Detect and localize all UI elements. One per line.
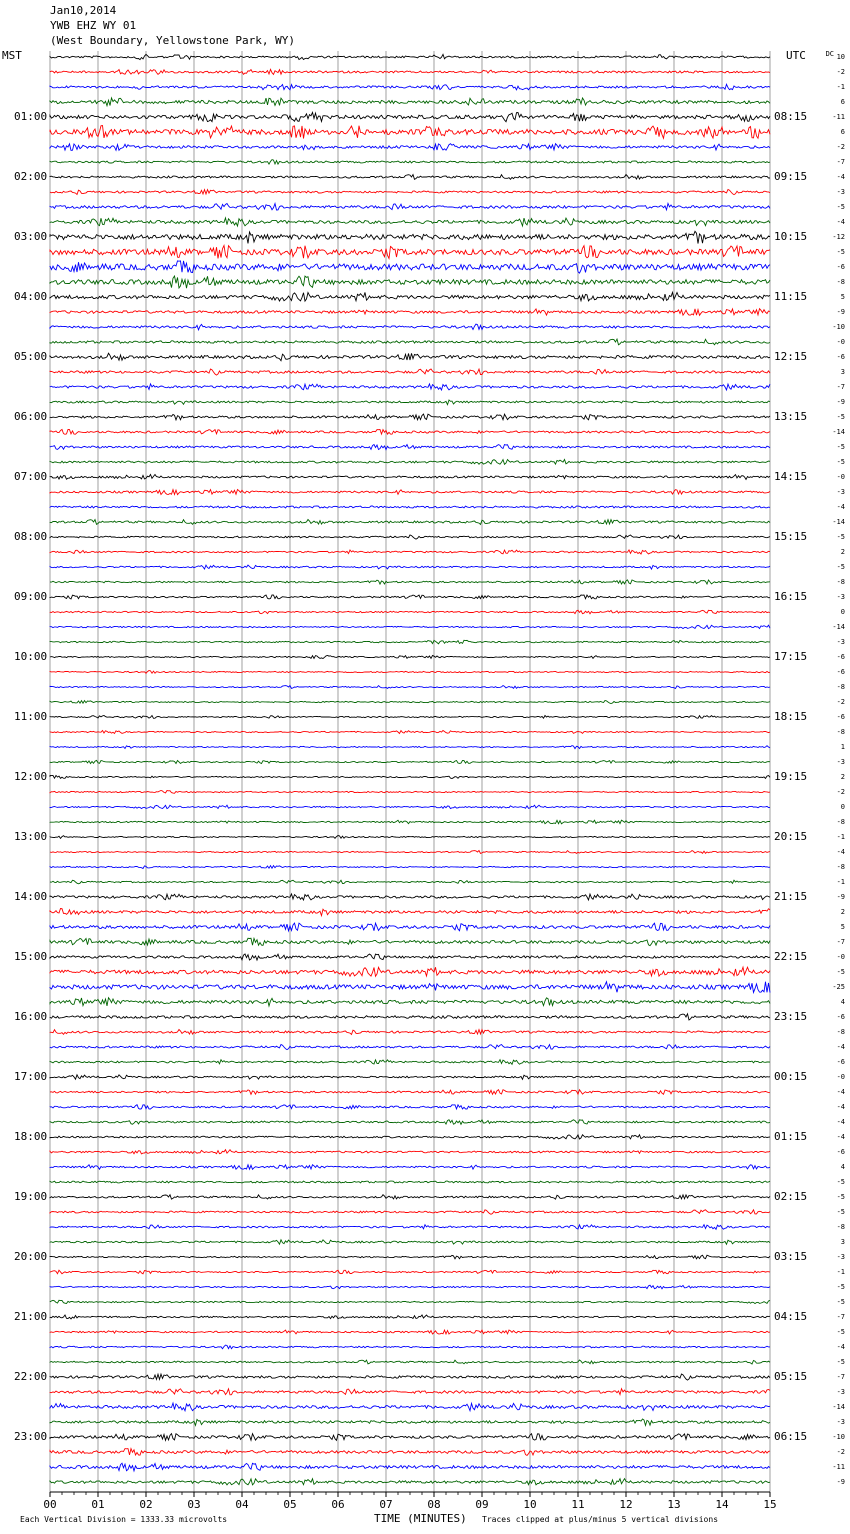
utc-hour-label: 20:15 — [774, 830, 808, 843]
dc-offset-value: 5 — [840, 923, 845, 931]
trace-59 — [50, 938, 770, 945]
trace-85 — [50, 1330, 770, 1334]
trace-51 — [50, 820, 770, 824]
clip-note: Traces clipped at plus/minus 5 vertical divisions — [482, 1515, 719, 1524]
utc-hour-label: 01:15 — [774, 1130, 808, 1143]
dc-offset-value: -5 — [836, 968, 845, 976]
dc-offset-value: -14 — [832, 1403, 845, 1411]
utc-hour-label: 14:15 — [774, 470, 808, 483]
trace-0 — [50, 54, 770, 59]
x-tick-label-14: 14 — [715, 1498, 729, 1511]
dc-offset-value: -12 — [832, 233, 845, 241]
utc-hour-label: 03:15 — [774, 1250, 808, 1263]
dc-offset-value: -3 — [836, 188, 845, 196]
mst-hour-label: 09:00 — [14, 590, 48, 603]
trace-32 — [50, 535, 770, 539]
trace-63 — [50, 998, 770, 1006]
trace-61 — [50, 967, 770, 976]
mst-hour-label: 19:00 — [14, 1190, 48, 1203]
dc-offset-value: -9 — [836, 398, 845, 406]
dc-offset-value: -0 — [836, 953, 845, 961]
dc-offset-value: 5 — [840, 293, 845, 301]
trace-21 — [50, 369, 770, 375]
utc-hour-label: 19:15 — [774, 770, 808, 783]
dc-offset-value: -14 — [832, 428, 845, 436]
trace-36 — [50, 595, 770, 599]
dc-offset-value: -5 — [836, 203, 845, 211]
dc-offset-value: 0 — [840, 803, 845, 811]
dc-offset-value: -6 — [836, 1148, 845, 1156]
utc-hour-label: 10:15 — [774, 230, 808, 243]
trace-11 — [50, 218, 770, 226]
dc-offset-value: 6 — [840, 128, 845, 136]
dc-offset-value: -10 — [832, 323, 845, 331]
dc-offset-value: -9 — [836, 308, 845, 316]
mst-axis-label: MST — [2, 49, 22, 62]
trace-4 — [50, 112, 770, 121]
utc-hour-label: 18:15 — [774, 710, 808, 723]
x-tick-label-6: 06 — [331, 1498, 345, 1511]
trace-84 — [50, 1315, 770, 1319]
mst-hour-label: 01:00 — [14, 110, 48, 123]
trace-39 — [50, 640, 770, 644]
trace-70 — [50, 1105, 770, 1109]
trace-91 — [50, 1419, 770, 1425]
trace-69 — [50, 1090, 770, 1095]
dc-offset-value: -4 — [836, 1133, 845, 1141]
trace-18 — [50, 324, 770, 330]
utc-hour-label: 02:15 — [774, 1190, 808, 1203]
mst-hour-label: 05:00 — [14, 350, 48, 363]
dc-offset-value: -3 — [836, 638, 845, 646]
dc-offset-value: -1 — [836, 878, 845, 886]
trace-95 — [50, 1479, 770, 1485]
dc-offset-value: -1 — [836, 1268, 845, 1276]
x-tick-label-0: 00 — [43, 1498, 57, 1511]
utc-hour-label: 16:15 — [774, 590, 808, 603]
trace-62 — [50, 982, 770, 993]
mst-hour-label: 13:00 — [14, 830, 48, 843]
dc-offset-value: -8 — [836, 683, 845, 691]
dc-offset-value: -3 — [836, 593, 845, 601]
dc-offset-value: 10 — [836, 53, 845, 61]
trace-41 — [50, 671, 770, 674]
trace-27 — [50, 460, 770, 465]
utc-hour-label: 09:15 — [774, 170, 808, 183]
x-tick-label-2: 02 — [139, 1498, 153, 1511]
trace-60 — [50, 954, 770, 960]
trace-34 — [50, 565, 770, 569]
trace-33 — [50, 550, 770, 554]
trace-26 — [50, 445, 770, 450]
dc-offset-value: -7 — [836, 1313, 845, 1321]
dc-offset-value: -7 — [836, 938, 845, 946]
x-tick-label-12: 12 — [619, 1498, 633, 1511]
trace-55 — [50, 880, 770, 884]
trace-25 — [50, 430, 770, 435]
trace-38 — [50, 625, 770, 628]
trace-44 — [50, 716, 770, 719]
trace-76 — [50, 1195, 770, 1200]
trace-7 — [50, 160, 770, 165]
x-tick-label-10: 10 — [523, 1498, 537, 1511]
trace-75 — [50, 1181, 770, 1183]
dc-offset-value: 2 — [840, 773, 845, 781]
dc-offset-value: -4 — [836, 1343, 845, 1351]
mst-hour-label: 22:00 — [14, 1370, 48, 1383]
x-tick-label-4: 04 — [235, 1498, 249, 1511]
dc-offset-value: 4 — [840, 998, 845, 1006]
mst-hour-label: 17:00 — [14, 1070, 48, 1083]
dc-offset-value: -4 — [836, 1118, 845, 1126]
utc-hour-label: 00:15 — [774, 1070, 808, 1083]
dc-offset-value: 2 — [840, 548, 845, 556]
trace-49 — [50, 791, 770, 794]
trace-30 — [50, 506, 770, 508]
dc-offset-value: -5 — [836, 563, 845, 571]
dc-offset-value: -1 — [836, 83, 845, 91]
trace-72 — [50, 1135, 770, 1139]
dc-offset-value: -5 — [836, 1328, 845, 1336]
trace-2 — [50, 84, 770, 90]
trace-23 — [50, 400, 770, 405]
trace-8 — [50, 175, 770, 180]
trace-80 — [50, 1255, 770, 1259]
x-tick-label-1: 01 — [91, 1498, 105, 1511]
trace-83 — [50, 1300, 770, 1303]
trace-3 — [50, 98, 770, 106]
trace-88 — [50, 1374, 770, 1380]
dc-offset-value: -5 — [836, 1178, 845, 1186]
trace-40 — [50, 656, 770, 659]
trace-68 — [50, 1075, 770, 1080]
x-tick-label-3: 03 — [187, 1498, 201, 1511]
dc-offset-value: -4 — [836, 503, 845, 511]
dc-offset-value: -14 — [832, 518, 845, 526]
dc-offset-value: -5 — [836, 458, 845, 466]
x-tick-label-13: 13 — [667, 1498, 681, 1511]
dc-offset-value: -8 — [836, 278, 845, 286]
dc-offset-value: -11 — [832, 1463, 845, 1471]
header-station: YWB EHZ WY 01 — [50, 19, 137, 32]
dc-offset-value: -0 — [836, 338, 845, 346]
trace-28 — [50, 475, 770, 480]
dc-offset-value: -3 — [836, 758, 845, 766]
utc-hour-label: 12:15 — [774, 350, 808, 363]
dc-offset-value: -0 — [836, 1073, 845, 1081]
dc-offset-value: -5 — [836, 1298, 845, 1306]
trace-10 — [50, 203, 770, 210]
utc-hour-label: 08:15 — [774, 110, 808, 123]
dc-offset-value: -2 — [836, 68, 845, 76]
mst-hour-label: 04:00 — [14, 290, 48, 303]
trace-65 — [50, 1030, 770, 1035]
x-tick-label-15: 15 — [763, 1498, 777, 1511]
mst-hour-label: 10:00 — [14, 650, 48, 663]
header-location: (West Boundary, Yellowstone Park, WY) — [50, 34, 296, 47]
utc-hour-label: 13:15 — [774, 410, 808, 423]
dc-offset-value: 0 — [840, 608, 845, 616]
dc-offset-value: -3 — [836, 1418, 845, 1426]
trace-53 — [50, 851, 770, 854]
trace-14 — [50, 261, 770, 273]
dc-offset-value: -2 — [836, 788, 845, 796]
trace-12 — [50, 231, 770, 243]
x-tick-label-9: 09 — [475, 1498, 489, 1511]
trace-42 — [50, 686, 770, 689]
trace-52 — [50, 836, 770, 839]
dc-offset-value: -4 — [836, 1088, 845, 1096]
dc-label: DC — [825, 50, 834, 58]
x-axis-title: TIME (MINUTES) — [374, 1512, 467, 1525]
dc-offset-value: -3 — [836, 1388, 845, 1396]
dc-offset-value: -4 — [836, 848, 845, 856]
dc-offset-value: -2 — [836, 143, 845, 151]
mst-hour-label: 12:00 — [14, 770, 48, 783]
dc-offset-value: -6 — [836, 1013, 845, 1021]
trace-67 — [50, 1060, 770, 1065]
dc-offset-value: -7 — [836, 383, 845, 391]
utc-hour-label: 17:15 — [774, 650, 808, 663]
mst-hour-label: 03:00 — [14, 230, 48, 243]
trace-13 — [50, 246, 770, 259]
dc-offset-value: -4 — [836, 218, 845, 226]
trace-66 — [50, 1045, 770, 1050]
dc-offset-value: 4 — [840, 1163, 845, 1171]
trace-22 — [50, 384, 770, 390]
dc-offset-value: -5 — [836, 1283, 845, 1291]
trace-82 — [50, 1285, 770, 1289]
dc-offset-value: -7 — [836, 1373, 845, 1381]
dc-offset-value: 3 — [840, 368, 845, 376]
trace-5 — [50, 126, 770, 139]
x-tick-label-8: 08 — [427, 1498, 441, 1511]
dc-offset-value: -3 — [836, 488, 845, 496]
dc-offset-value: -2 — [836, 1448, 845, 1456]
trace-90 — [50, 1403, 770, 1411]
trace-16 — [50, 292, 770, 301]
mst-hour-label: 11:00 — [14, 710, 48, 723]
dc-offset-value: -4 — [836, 1043, 845, 1051]
trace-6 — [50, 144, 770, 151]
dc-offset-value: 3 — [840, 1238, 845, 1246]
trace-64 — [50, 1014, 770, 1020]
trace-24 — [50, 414, 770, 420]
trace-73 — [50, 1150, 770, 1154]
trace-77 — [50, 1210, 770, 1215]
trace-29 — [50, 490, 770, 495]
x-tick-label-7: 07 — [379, 1498, 393, 1511]
utc-hour-label: 05:15 — [774, 1370, 808, 1383]
dc-offset-value: -6 — [836, 668, 845, 676]
dc-offset-value: -10 — [832, 1433, 845, 1441]
dc-offset-value: 2 — [840, 908, 845, 916]
dc-offset-value: -5 — [836, 1193, 845, 1201]
dc-offset-value: -6 — [836, 1058, 845, 1066]
dc-offset-value: -9 — [836, 1478, 845, 1486]
trace-9 — [50, 190, 770, 195]
dc-offset-value: 1 — [840, 743, 845, 751]
mst-hour-label: 21:00 — [14, 1310, 48, 1323]
trace-74 — [50, 1165, 770, 1170]
dc-offset-value: -5 — [836, 413, 845, 421]
mst-hour-label: 16:00 — [14, 1010, 48, 1023]
trace-19 — [50, 339, 770, 345]
trace-58 — [50, 923, 770, 931]
trace-48 — [50, 776, 770, 779]
trace-46 — [50, 746, 770, 749]
trace-20 — [50, 353, 770, 361]
dc-offset-value: -5 — [836, 443, 845, 451]
dc-offset-value: -8 — [836, 728, 845, 736]
dc-offset-value: -25 — [832, 983, 845, 991]
trace-43 — [50, 701, 770, 704]
trace-89 — [50, 1389, 770, 1395]
scale-note: Each Vertical Division = 1333.33 microvolts — [20, 1515, 228, 1524]
dc-offset-value: -7 — [836, 158, 845, 166]
trace-35 — [50, 580, 770, 584]
mst-hour-label: 15:00 — [14, 950, 48, 963]
mst-hour-label: 23:00 — [14, 1430, 48, 1443]
x-tick-label-5: 05 — [283, 1498, 297, 1511]
trace-31 — [50, 520, 770, 525]
header-date: Jan10,2014 — [50, 4, 117, 17]
dc-offset-value: -6 — [836, 353, 845, 361]
dc-offset-value: -4 — [836, 173, 845, 181]
trace-15 — [50, 276, 770, 288]
utc-hour-label: 23:15 — [774, 1010, 808, 1023]
trace-87 — [50, 1360, 770, 1364]
mst-hour-label: 18:00 — [14, 1130, 48, 1143]
dc-offset-value: -8 — [836, 863, 845, 871]
trace-45 — [50, 731, 770, 734]
dc-offset-value: -6 — [836, 713, 845, 721]
dc-offset-value: -8 — [836, 818, 845, 826]
dc-offset-value: -8 — [836, 1028, 845, 1036]
dc-offset-value: -1 — [836, 833, 845, 841]
mst-hour-label: 08:00 — [14, 530, 48, 543]
utc-hour-label: 04:15 — [774, 1310, 808, 1323]
trace-17 — [50, 309, 770, 316]
trace-86 — [50, 1345, 770, 1349]
trace-50 — [50, 805, 770, 808]
dc-offset-value: -6 — [836, 263, 845, 271]
dc-offset-value: -5 — [836, 248, 845, 256]
dc-offset-value: -5 — [836, 1358, 845, 1366]
trace-57 — [50, 909, 770, 916]
x-tick-label-11: 11 — [571, 1498, 585, 1511]
dc-offset-value: 6 — [840, 98, 845, 106]
trace-92 — [50, 1434, 770, 1441]
dc-offset-value: -5 — [836, 1208, 845, 1216]
trace-54 — [50, 866, 770, 869]
dc-offset-value: -6 — [836, 653, 845, 661]
dc-offset-value: -8 — [836, 1223, 845, 1231]
utc-hour-label: 15:15 — [774, 530, 808, 543]
dc-offset-value: -2 — [836, 698, 845, 706]
utc-axis-label: UTC — [786, 49, 806, 62]
trace-81 — [50, 1270, 770, 1274]
trace-94 — [50, 1463, 770, 1471]
mst-hour-label: 14:00 — [14, 890, 48, 903]
trace-71 — [50, 1120, 770, 1125]
trace-79 — [50, 1240, 770, 1245]
dc-offset-value: -14 — [832, 623, 845, 631]
mst-hour-label: 07:00 — [14, 470, 48, 483]
trace-56 — [50, 894, 770, 900]
trace-93 — [50, 1449, 770, 1456]
mst-hour-label: 20:00 — [14, 1250, 48, 1263]
utc-hour-label: 21:15 — [774, 890, 808, 903]
mst-hour-label: 06:00 — [14, 410, 48, 423]
dc-offset-value: -3 — [836, 1253, 845, 1261]
trace-1 — [50, 69, 770, 74]
mst-hour-label: 02:00 — [14, 170, 48, 183]
trace-78 — [50, 1225, 770, 1230]
dc-offset-value: -0 — [836, 473, 845, 481]
utc-hour-label: 11:15 — [774, 290, 808, 303]
dc-offset-value: -4 — [836, 1103, 845, 1111]
dc-offset-value: -8 — [836, 578, 845, 586]
utc-hour-label: 06:15 — [774, 1430, 808, 1443]
dc-offset-value: -11 — [832, 113, 845, 121]
utc-hour-label: 22:15 — [774, 950, 808, 963]
dc-offset-value: -9 — [836, 893, 845, 901]
trace-37 — [50, 610, 770, 614]
dc-offset-value: -5 — [836, 533, 845, 541]
trace-47 — [50, 760, 770, 763]
